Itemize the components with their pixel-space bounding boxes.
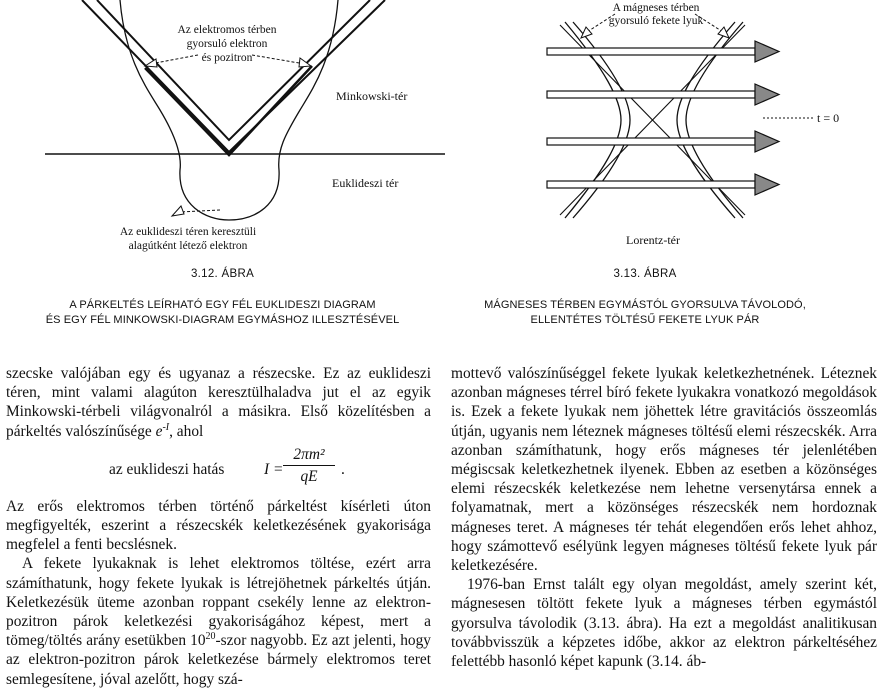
arrow-heads	[581, 27, 729, 38]
label-electron-positron-3: és pozitron	[201, 52, 253, 64]
paragraph	[6, 364, 431, 441]
paragraph: 1976-ban Ernst talált egy olyan megoldást, amely szerint két, mágnesesen töltött fekete lyuk a mágneses térben egymástól gyorsulva távolodik (3.13. ábra). Ha ezt a megoldást analitikusan továbbvisszük a képzetes időbe, akkor az elektron párkeltéséhez felettébb hasonló képet kapunk (3.14. áb-	[451, 576, 877, 671]
paragraph-text: A fekete lyukaknak is lehet elektromos töltése, ezért arra számíthatunk, hogy fekete lyukak is létrejöhetnek párkeltés útján. Keletkezésük üteme azonban roppant csekély lenne az elektron-pozitron párok keletkezési gyakoriságához képest, mert a tömeg/töltés arány esetükben 10	[6, 555, 431, 650]
field-arrow	[547, 84, 779, 105]
formula-numerator: 2πm²	[283, 445, 335, 466]
figure-number: 3.12. ÁBRA	[190, 268, 255, 280]
pair-creation-diagram	[0, 0, 445, 345]
formula-fraction	[283, 445, 335, 486]
action-formula	[6, 445, 431, 491]
paragraph-text: -szor nagyobb. Ez azt jelenti, hogy az elektron-pozitron párok keletkezése bármely elektromos teret semlegesítene, jóval azelőtt, hogy szá-	[6, 632, 431, 688]
label-black-hole-1: A mágneses térben	[612, 2, 700, 14]
paragraph	[6, 554, 431, 688]
paragraph-text: szecske valójában egy és ugyanaz a részecske. Ez az euklideszi téren, mint valami alagúton keresztülhaladva jut el az egyik Minkowski-térbeli világvonalról a másikra. Első közelítésben a párkeltés valószínűsége	[6, 365, 431, 440]
magnetic-field-arrows	[547, 41, 779, 195]
label-t-zero: t = 0	[817, 111, 840, 125]
figure-3-12	[0, 0, 445, 345]
label-black-hole-2: gyorsuló fekete lyuk	[608, 15, 704, 27]
paragraph: Az erős elektromos térben történő párkeltést kísérleti úton megfigyelték, eszerint a részecskék keletkezésének gyakorisága megfelel a fenti becslésnek.	[6, 497, 431, 554]
figure-3-13	[445, 0, 884, 345]
label-electron-positron-2: gyorsuló elektron	[186, 38, 268, 50]
arrow-heads	[145, 58, 311, 216]
label-minkowski-space: Minkowski-tér	[336, 89, 408, 103]
paragraph: mottevő valószínűséggel fekete lyukak keletkezhetnének. Léteznek azonban mágneses térrel bíró fekete lyukakra vonatkozó megoldások is. Ezek a fekete lyukak nem jöhettek létre gravitációs összeomlás útján, ugyanis nem léteznek mágneses töltésű elemi részecskék. Arra azonban számíthatunk, hogy erős mágneses tér jelenlétében mégiscsak keletkezhetnek ilyenek. Ebben az esetben a közönséges elemi részecskék keletkezése nem lehetne versenytársa ennek a folyamatnak, mert a közönséges részecskék nem hordoznak mágneses teret. A mágneses tér tehát elegendően erős lehet ahhoz, hogy számottevő esélyünk legyen mágneses töltésű fekete lyuk pár keletkezésére.	[451, 365, 877, 575]
black-hole-pair-diagram	[445, 0, 884, 345]
label-euclidean-space: Euklideszi tér	[332, 176, 399, 190]
figure-caption-line-1: A PÁRKELTÉS LEÍRHATÓ EGY FÉL EUKLIDESZI DIAGRAM	[69, 299, 376, 311]
label-tunneling-2: alagútként létező elektron	[128, 240, 248, 252]
field-arrow	[547, 131, 779, 152]
left-text-column	[6, 364, 431, 689]
formula-end: .	[341, 460, 345, 478]
math-exponent: 20	[205, 631, 216, 643]
formula-variable: I =	[264, 460, 284, 478]
field-arrow	[547, 41, 779, 62]
math-base: e	[155, 422, 163, 440]
paragraph-text: , ahol	[169, 422, 204, 440]
figure-caption-line-1: MÁGNESES TÉRBEN EGYMÁSTÓL GYORSULVA TÁVOLODÓ,	[484, 299, 806, 311]
figure-caption-line-2: ELLENTÉTES TÖLTÉSŰ FEKETE LYUK PÁR	[530, 314, 760, 326]
pointer-arrows	[150, 55, 305, 212]
formula-label: az euklideszi hatás	[109, 460, 225, 478]
label-electron-positron-1: Az elektromos térben	[177, 24, 277, 36]
label-tunneling-1: Az euklideszi téren keresztüli	[119, 226, 257, 238]
math-exponent: -I	[162, 421, 170, 433]
figure-caption-line-2: ÉS EGY FÉL MINKOWSKI-DIAGRAM EGYMÁSHOZ ILLESZTÉSÉVEL	[45, 314, 400, 326]
right-text-column	[451, 364, 877, 671]
label-lorentz-space: Lorentz-tér	[626, 233, 680, 247]
figure-number: 3.13. ÁBRA	[613, 268, 677, 280]
formula-denominator: qE	[300, 468, 318, 486]
